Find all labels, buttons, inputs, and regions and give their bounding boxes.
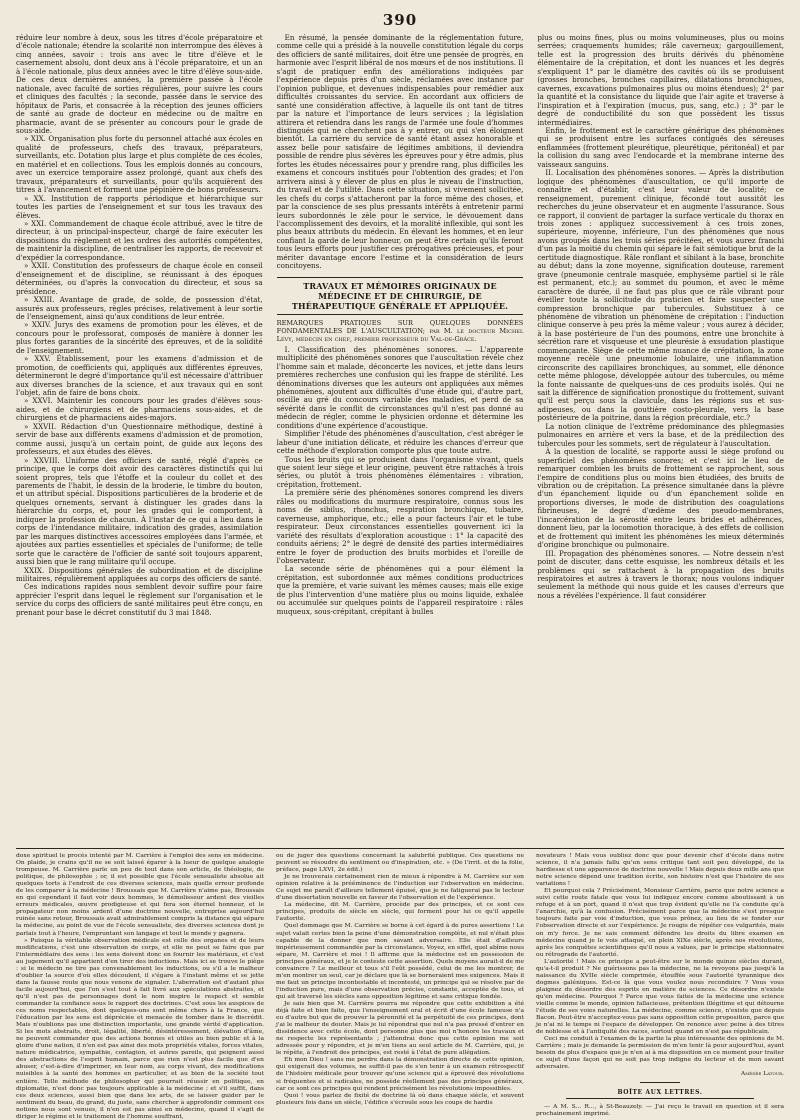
paragraph: plus ou moins fines, plus ou moins volumineuses, plus ou moins serrées; craquements humides; râle caverneux; gargouillement, telle est la progression des bruits dérivés du phénomène élémentaire de la crépitation, et dont les nuances et les degrés s'expliquent 1° par le diamètre des cavités où ils se produisent (grosses bronches, bronches capillaires, dilatations bronchiques, cavernes, excavations pulmonaires plus ou moins étendues); 2° par la quantité et la consistance du liquide que l'air agite et traverse à l'inspiration et à l'expiration (mucus, pus, sang, etc.) ; 3° par le degré de conductibilité du son que possèdent les tissus intermédiaires.	[537, 33, 784, 127]
paragraph: Et pourquoi cela ? Précisément, Monsieur Carrière, parce que notre science a suivi cette route fatale que vous lui indiquez encore comme aboutissant à un refuge et à un port, quand il n'est que trop évident qu'elle ne l'a conduite qu'à l'anarchie, qu'à la confusion. Précisément parce que la médecine s'est presque toujours faite par voie d'induction, que vous prônez, au lieu de se fonder sur l'observation directe et sur l'expérience. Je rougis de répéter ces vulgarités, mais on m'y force. Je ne sais comment défendre les droits du libre examen en médecine quand je le vois attaqué, en plein XIXe siècle, après nos révolutions, après les conquêtes scientifiques qu'il nous a values, par le principe stationnaire ou rétrograde de l'autorité.	[536, 887, 784, 958]
paragraph: » Puisque la véritable observation médicale est celle des organes et de leurs modifications, c'est une observation de corps, et elle ne peut se faire que par l'intermédiaire des sens : les sens doivent donc en fournir les matériaux, et c'est au jugement qu'il appartient d'en tirer des inductions. Mais ici se trouve le piège : si le médecin ne tire pas convenablement les inductions, ou s'il a le malheur d'oublier la source d'où elles découlent, il s'égare à l'instant même et se jette dans la fausse route que nous venons de signaler. L'aberration est d'autant plus facile aujourd'hui, que l'on s'est tout à fait livré aux spéculations abstraites, et qu'il n'est pas de personnages dont le nom inspire le respect et semble commander la confiance sous le rapport des doctrines. C'est sous les auspices de ces noms respectables, dont quelques-uns sont même chers à la France, que l'éducation par les sens est dépréciée et menacée de tomber dans le discrédit. Mais n'oublions pas une distinction importante, une grande vérité d'application. Si les mots abstraits, droit, légalité, liberté, désintéressement, élévation d'âme, ne peuvent commander que des actions bonnes et utiles au bien public et à la gloire d'une nation, il n'en est pas ainsi des mots propriétés vitales, forces vitales, nature médicatrice, sympathie, contagion, et autres pareils, qui peignent aussi des abstractions de l'esprit humain, parce que rien n'est plus facile que d'en abuser, c'est-à-dire d'imprimer, en leur nom, au corps vivant, des modifications nuisibles à la santé des hommes en particulier, et au bien de la société tout entière. Telle méthode de philosopher qui pourrait réussir en politique, en diplomatie, n'est donc pas toujours applicable à la médecine ; et s'il suffit, dans ces deux sciences, aussi bien que dans les arts, de se laisser guider par le sentiment du beau, du grand, du juste, sans chercher à approfondir comment ces notions nous sont venues, il n'en est pas ainsi en médecine, quand il s'agit de diriger le régime et le traitement de l'homme souffrant,	[16, 936, 264, 1120]
paragraph: Ceci me conduit à l'examen de la partie la plus intéressante des opinions de M. Carrière ; mais je demande la permission de m'en tenir là pour aujourd'hui, ayant besoin de plus d'espace que je n'en ai à ma disposition en ce moment pour traiter ce sujet d'une façon qui ne soit pas trop indigne du lecteur et de mon savant adversaire.	[536, 1035, 784, 1071]
paragraph: » XXIV. Jurys des examens de promotion pour les élèves, et de concours pour le professorat, composés de manière à donner les plus fortes garanties de la sincérité des épreuves, et de la solidité de l'enseignement.	[16, 320, 263, 355]
paragraph: La seconde série de phénomènes qui a pour élément la crépitation, est subordonnée aux mêmes conditions productrices que la première, et varie suivant les mêmes causes; mais elle exige de plus l'intervention d'une matière plus ou moins liquide, exhalée ou accumulée sur quelques points de l'appareil respiratoire : râles muqueux, sous-crépitant, crépitant à bulles	[276, 564, 524, 616]
paragraph: Ces indications rapides nous semblent devoir suffire pour faire apprécier l'esprit dans lequel le règlement sur l'organisation et le service du corps des officiers de santé militaires peut être conçu, en prenant pour base le décret constitutif du 3 mai 1848.	[16, 582, 263, 617]
paragraph: » XXVI. Maintenir les concours pour les grades d'élèves sous-aides, et de chirurgiens et de pharmaciens sous-aides, et de chirurgiens et de pharmaciens aides-majors.	[16, 396, 263, 423]
paragraph: Tous les bruits qui se produisent dans l'organisme vivant, quels que soient leur siège et leur origine, peuvent être rattachés à trois séries, ou plutôt à trois phénomènes élémentaires : vibration, crépitation, frottement.	[276, 454, 524, 489]
paragraph: Quel dommage que M. Carrière se borne à cet égard à de pures assertions ! Le sujet valait certes bien la peine d'une démonstration complète, et nul n'était plus capable de la donner que mon savant adversaire. Elle était d'ailleurs impérieusement commandée par la circonstance. Voyez, en effet, quel abîme nous sépare, M. Carrière et moi ! Il affirme que la médecine est en possession de principes généraux, et je le conteste cette assertion. Quels moyens aurait-il de me convaincre ? Le meilleur et tous s'il l'eût possédé, celui de me les montrer, de m'en montrer un seul, car je déclare que là se borneraient mes exigences. Mais il me faut un principe incontestable et incontesté, un principe qui se résolve par de l'induction pure, mais d'une observation précise, constante, acceptée de tous, et qui ait traversé les siècles sans opposition légitime et sans critique fondée.	[276, 922, 524, 1000]
paragraph: ou de juger des questions concernant la salubrité publique. Ces questions ne peuvent se résoudre du sentiment ou d'inspiration, etc. » (De l'irrit. et de la folie, préface, page LXVI, 2e édit.)	[276, 852, 524, 874]
author-signature: Amédée Latour.	[740, 1070, 784, 1078]
upper-column-2	[277, 34, 524, 846]
lower-column-1	[16, 852, 264, 1120]
paragraph: En résumé, la pensée dominante de la réglementation future, comme celle qui a présidé à la nouvelle constitution légale du corps des officiers de santé militaires, doit être une pensée de progrès, en harmonie avec l'esprit libéral de nos mœurs et de nos institutions. Il s'agit de pratiquer enfin des améliorations indiquées par l'expérience depuis près d'un siècle, réclamées avec instance par l'opinion publique, et devenues indispensables pour remédier aux difficultés croissantes du service. En accordant aux officiers de santé une considération affective, à laquelle ils ont tant de titres par la nature et l'importance de leurs services ; la législation attirera et retiendra dans les rangs de l'armée une foule d'hommes distingués qui ne cherchent pas à y entrer, ou qui s'en éloignent bientôt. La carrière du service de santé étant assez honorable et assez belle pour satisfaire de légitimes ambitions, il deviendra possible de rendre plus sévères les épreuves pour y être admis, plus fortes les études nécessaires pour y prendre rang, plus difficiles les examens et concours institués pour l'obtention des grades; et l'on arrivera ainsi à y élever de plus en plus le niveau de l'instruction, du travail et de l'utilité. Dans cette situation, si vivement sollicitée, les chefs du corps s'attacheront par la force même des choses, et par la conscience de ses plus pressants intérêts à entretenir parmi leurs subordonnés le zèle pour le service, le dévouement dans l'accomplissement des devoirs, et la moralité inflexible, qui sont les plus beaux attributs du médecin. En élevant les hommes, et en leur confiant la garde de leur honneur, on peut être certain qu'ils feront tous leurs efforts pour justifier ces prérogatives précieuses, et pour mériter davantage encore l'estime et la considération de leurs concitoyens.	[276, 33, 524, 271]
paragraph: » XXII. Constitution des professeurs de chaque école en conseil d'enseignement et de discipline, se réunissant à des époques déterminées, ou d'après la convocation du directeur, et sous sa présidence.	[16, 261, 263, 296]
section-title: TRAVAUX ET MÉMOIRES ORIGINAUX DE MÉDECINE ET DE CHIRURGIE, DE THÉRAPEUTIQUE GÉNÉRALE ET APPLIQUÉE.	[277, 277, 524, 315]
lower-column-3	[536, 852, 784, 1120]
paragraph: II. Localisation des phénomènes sonores. — Après la distribution logique des phénomènes d'auscultation, ce qu'il importe de connaître et d'établir, c'est leur valeur de localité; ce renseignement, purement clinique, fécondé tout aussitôt les recherches du jeune observateur et en augmente l'assurance. Sous ce rapport, il convient de partager la surface verticale du thorax en trois zones : appliquez successivement à ces trois zones, supérieure, moyenne, inférieure, l'un des phénomènes que nous avons groupés dans les trois séries précitées, et vous aurez franchi d'un pas la moitié du chemin qui sépare le fait sémiotique brut de la certitude diagnostique. Râle ronflant et sibilant à la base, bronchite au début; dans la zone moyenne, signification douteuse, rarement grave (pneumonie centrale masquée, emphysème partiel si le râle est permanent, etc.); au sommet du poumon, et avec le même caractère de durée, il ne faut pas plus que ce râle vibrant pour éveiller toute la sollicitude du praticien et faire suspecter une compression bronchique par tubercules. Substituez à ce phénomène de vibration un phénomène de crépitation : l'induction clinique conserve à peu près la même valeur ; vous aurez à décider, à la base postérieure de l'un des poumons, entre une bronchite à sécrétion rare et visqueuse et une pleurésie à exsudation plastique commençante. Siège de cette même nuance de crépitation, la zone moyenne recèle une pneumonie lobulaire, une inflammation circonscrite des capillaires bronchiques, au sommet, elle dénonce cette même phlogose, développée autour des tubercules, ou même la fonte naissante de quelques-uns de ces produits isolés. Qui ne sait la différence de signification pronostique du frottement, suivant qu'il est perçu sous la clavicule, dans les régions sus et sus-adipeuses, ou dans la gouttière costo-pleurale, vers la base postérieure de la poitrine, dans la région précordiale, etc.?	[537, 168, 784, 423]
paragraph: À la question de localité, se rapporte aussi le siège profond ou superficiel des phénomènes sonores; et c'est ici le lieu de remarquer combien les bruits de frottement se rapprochent, sous l'empire de conditions plus ou moins bien étudiées, des bruits de vibration ou de crépitation. La présence simultanée dans la plèvre d'un épanchement liquide ou d'un épanchement solide en proportions diverses, le mode de distribution des coagulations fibrineuses, le degré d'œdème des pseudo-membranes, l'incarcération de la sérosité entre leurs brides et adhérences, donnent lieu, par la locomotion thoracique, à des effets de collision et de frottement qui imitent les phénomènes les mieux déterminés d'origine bronchique ou pulmonaire.	[537, 447, 784, 550]
paragraph: Eh mon Dieu ! sans me perdre dans la démonstration directe de cette opinion, qui exigerait des volumes, ne suffit-il pas de s'en tenir à un examen rétrospectif de l'histoire médicale pour trouver qu'une science qui a éprouvé des révolutions si fréquentes et si radicales, ne possède réellement pas des principes généraux, car ce sont ces principes qui rendent précisément les révolutions impossibles.	[276, 1056, 524, 1092]
paragraph: Simplifier l'étude des phénomènes d'auscultation, c'est abréger le labeur d'une initiation délicate, et réduire les chances d'erreur que cette méthode d'exploration comporte plus que toute autre.	[276, 429, 524, 456]
paragraph: I. Classification des phénomènes sonores. — L'apparente multiplicité des phénomènes sonores que l'auscultation révèle chez l'homme sain et malade, déconcerte les novices, et jette dans leurs premières recherches une confusion qui les frappe de stérilité. Les dénominations diverses que les auteurs ont appliquées aux mêmes phénomènes, ajoutent aux difficultés d'une étude qui, d'autre part, oscille au gré du concours variable des maladies, et perd de sa sévérité dans le conflit de circonstances qu'il n'est pas donné au médecin de régler, comme le physicien ordonne et détermine les conditions d'une expérience d'acoustique.	[276, 344, 524, 430]
letters-box-title: BOÎTE AUX LETTRES.	[566, 1089, 754, 1099]
paragraph: novateurs ! Mais vous oubliez donc que pour devenir chef d'école dans notre science, il n'a jamais fallu qu'un sens critique tant soit peu développé, de la hardiesse et une apparence de doctrine nouvelle ! Mais depuis deux mille ans que notre science dépend une tradition écrite, son histoire n'est que l'histoire de ses variations !	[536, 852, 784, 888]
paragraph: » XXVII. Rédaction d'un Questionnaire méthodique, destiné à servir de base aux différents examens d'admission et de promotion, comme aussi, jusqu'à un certain point, de guide aux leçons des professeurs, et aux études des élèves.	[16, 421, 263, 457]
lower-columns	[16, 852, 784, 1120]
short-rule	[640, 1082, 680, 1083]
paragraph: La notion clinique de l'extrême prédominance des phlegmasies pulmonaires en arrière et vers la base, et de la prédilection des tubercules pour les sommets, sert de régulateur à l'auscultation.	[537, 421, 784, 448]
paragraph: XXIX. Dispositions générales de subordination et de discipline militaires, régulièrement appliquées au corps des officiers de santé.	[16, 565, 263, 583]
paragraph: » XXI. Commandement de chaque école attribué, avec le titre de directeur, à un principal-inspecteur, chargé de faire exécuter les dispositions du règlement et les ordres des autorités compétentes, de maintenir la discipline, de centraliser les rapports, de recevoir et d'expédier la correspondance.	[16, 218, 263, 262]
paragraph: » XIX. Organisation plus forte du personnel attaché aux écoles en qualité de professeurs, chefs des travaux, préparateurs, surveillants, etc. Dotation plus large et plus complète de ces écoles, en matériel et en collections. Tous les emplois donnés au concours, avec un exercice temporaire assez prolongé, quant aux chefs des travaux, préparateurs et surveillants, pour qu'ils acquièrent des titres à l'avancement et forment une pépinière de bons professeurs.	[16, 134, 263, 195]
paragraph: L'autorité ! Mais ce principe a peut-être sur le monde quinze siècles durant, qu'a-t-il produit ? Ne guérissons pas la médecine, ne la revoyons pas jusqu'à la naissance du XVIIe siècle comprimée, étouffée sous l'autorité tyrannique des dogmes galéniques. Est-ce là que vous voulez nous reconduire ? Vous vous plaignez du désordre des esprits en matière de sciences. Ce désordre n'existe qu'en médecine. Pourquoi ? Parce que vous faites de la médecine une science vieille comme le monde, opinion fallacieuse, prétention illégitime et qui détourne l'étude de ses voies naturelles. La médecine, comme science, n'existe que depuis Bacon. Peut-être n'acceptez-vous pas sans opposition cette proposition, parce que je n'ai ni le temps ni l'espace de développer. On renonce avec peine à des titres de noblesse et à l'antiquité des races, surtout quand on n'est pas républicain.	[536, 957, 784, 1036]
paragraph: » XXIII. Avantage de grade, de solde, de possession d'état, assurés aux professeurs, règles précises, relativement à leur sortie de l'enseignement, ainsi qu'aux conditions de leur entrée.	[16, 295, 263, 321]
article-title: REMARQUES PRATIQUES SUR QUELQUES DONNÉES FONDAMENTALES DE L'AUSCULTATION; par M. le docteur Michel Lévy, médecin en chef, premier professeur du Val-de-Grâce.	[276, 318, 524, 343]
lower-column-2	[276, 852, 524, 1120]
paragraph: Quoi ! vous parlez de fixité de doctrine là où dans chaque siècle, et souvent plusieurs fois dans un siècle, l'édifice s'écroule sous les coups de hardis	[276, 1091, 524, 1106]
paragraph: La première série des phénomènes sonores comprend les divers râles ou modifications du murmure respiratoire, connus sous les noms de sibilus, rhonchus, respiration bronchique, tubaire, caverneuse, amphorique, etc.; elle a pour facteurs l'air et le tube respirateur. Deux circonstances essentielles gouvernent ici la variété des résultats d'exploration acoustique : 1° la capacité des conduits aériens; 2° le degré de densité des parties intermédiaires entre le foyer de production des bruits morbides et l'oreille de l'observateur.	[276, 488, 524, 566]
paragraph: III. Propagation des phénomènes sonores. — Notre dessein n'est point de discuter, dans cette esquisse, les nombreux détails et les problèmes qui se rattachent à la propagation des bruits respiratoires et autres à travers le thorax; nous voulons indiquer seulement la méthode qui nous guide et les causes d'erreurs que nous a révélées l'expérience. Il faut considérer	[537, 548, 784, 600]
page-number: 390	[382, 11, 418, 29]
paragraph: » XX. Institution de rapports périodique et hiérarchique sur toutes les parties de l'enseignement et sur tous les travaux des élèves.	[16, 193, 263, 220]
letters-box-text: — A M. S... R..., à St-Beauzely. — J'ai reçu le travail en question et il sera prochainement imprimé.	[536, 1102, 784, 1117]
upper-columns	[16, 34, 784, 846]
paragraph: réduire leur nombre à deux, sous les titres d'école préparatoire et d'école nationale; étendre la scolarité non interrompue des élèves à cinq années, savoir : trois ans avec le titre d'élève et le casernement absolu, dont deux ans à l'école préparatoire, et un an à l'école nationale, plus deux années avec le titre d'élève sous-aide. De ces deux dernières années, la première passée à l'école nationale, avec faculté de sorties régulières, pour suivre les cours et cliniques des facultés ; la seconde, passée dans le service des hôpitaux de Paris, et consacrée à la réception des jeunes officiers de santé au grade de docteur en médecine ou de maître en pharmacie, avant de se présenter au concours pour le grade de sous-aide.	[16, 33, 263, 135]
paragraph: doxe spirituel le procès intenté par M. Carrière à l'emploi des sens en médecine. On plaide, je crains qu'il ne se soit laissé égarer à la lueur de quelque analogie trompeuse. M. Carrière parle un peu de tout dans son article, de théologie, de politique, de philosophie ; or, il est possible que l'école sensualiste absolue ait quelques torts à l'endroit de ces diverses sciences, mais quelle erreur profonde de les comparer à la médecine ! Broussais que M. Carrière n'aime pas, Broussais en qui cependant il faut voir deux hommes, le démolisseur ardent des vieilles erreurs médicales, œuvre prodigieuse et qui fera son éternel honneur, et le propagateur non moins ardent d'une doctrine nouvelle, entreprise aujourd'hui ruinée sans retour, Broussais avait admirablement compris la distance qui sépare la médecine, au point de vue de l'école sensualiste, des diverses sciences dont je parlais tout à l'heure, l'empruntant son langage et tout le monde y gagnera.	[16, 852, 264, 937]
paragraph: » XXV. Établissement, pour les examens d'admission et de promotion, de coefficients qui, appliqués aux différentes épreuves, détermineront le degré d'importance qu'il est nécessaire d'attribuer aux diverses branches de la science, et aux travaux qui en sont l'objet, afin de faire de bons choix.	[16, 354, 263, 398]
upper-column-3	[537, 34, 784, 846]
paragraph: Je ne trouverais certainement rien de mieux à répondre à M. Carrière sur son opinion relative à la prééminence de l'induction sur l'observation en médecine. Ce sujet me paraît d'ailleurs tellement épuisé, que je ne fatiguerai pas le lecteur d'une dissertation nouvelle en faveur de l'observation et de l'expérience.	[276, 873, 524, 902]
paragraph: La médecine, dit M. Carrière, procède par des principes, et ce sont ces principes, produits de siècle en siècle, qui forment pour lui ce qu'il appelle l'autorité.	[276, 901, 524, 923]
feuilleton-divider	[16, 848, 784, 849]
upper-column-1	[16, 34, 263, 846]
paragraph: Je sais bien que M. Carrière pourra me répondre que cette exhibition a été déjà faite et bien faite, que l'enseignement oral et écrit d'une école fameuse n'a eu d'autre but que de prouver la pérennité et la perpétuité de ces principes, dont j'ai le malheur de douter. Mais je lui répondrai que nul n'a pas pressé d'entrer en dissidence avec cette école, dont personne plus que moi n'honore les travaux et ne respecte les représentants ; j'attendrai donc que cette opinion me soit adressée pour y répondre, et je m'en tiens au seul article de M. Carrière, qui, je le répète, à l'endroit des principes, est resté à l'état de pure allégation.	[276, 999, 524, 1057]
paragraph: » XXVIII. Uniforme des officiers de santé, réglé d'après ce principe, que le corps doit avoir des caractères distinctifs qui lui soient propres, tels que l'étoffe et la couleur du collet et des parements de l'habit, le dessin de la broderie, le timbre du bouton, et un attribut spécial. Dispositions particulières de la broderie et de quelques ornements, servant à distinguer les grades dans la hiérarchie du corps, et, pour les grades qui le comportent, à indiquer la profession de chacun. À l'instar de ce qui a lieu dans le corps de l'intendance militaire, indication des grades, assimilation par les marques distinctives accessoires employées dans l'armée, et ajoutées aux parties essentielles et spéciales de l'uniforme; de telle sorte que le caractère de l'officier de santé soit toujours apparent, aussi bien que le rang militaire qu'il occupe.	[16, 455, 263, 567]
paragraph: Enfin, le frottement est le caractère générique des phénomènes qui se produisent entre les surfaces contiguës des séreuses enflammées (frottement pleurétique, pleurétique, péritonéal) et par la collision du sang avec l'endocarde et la membrane interne des vaisseaux sanguins.	[537, 125, 784, 169]
